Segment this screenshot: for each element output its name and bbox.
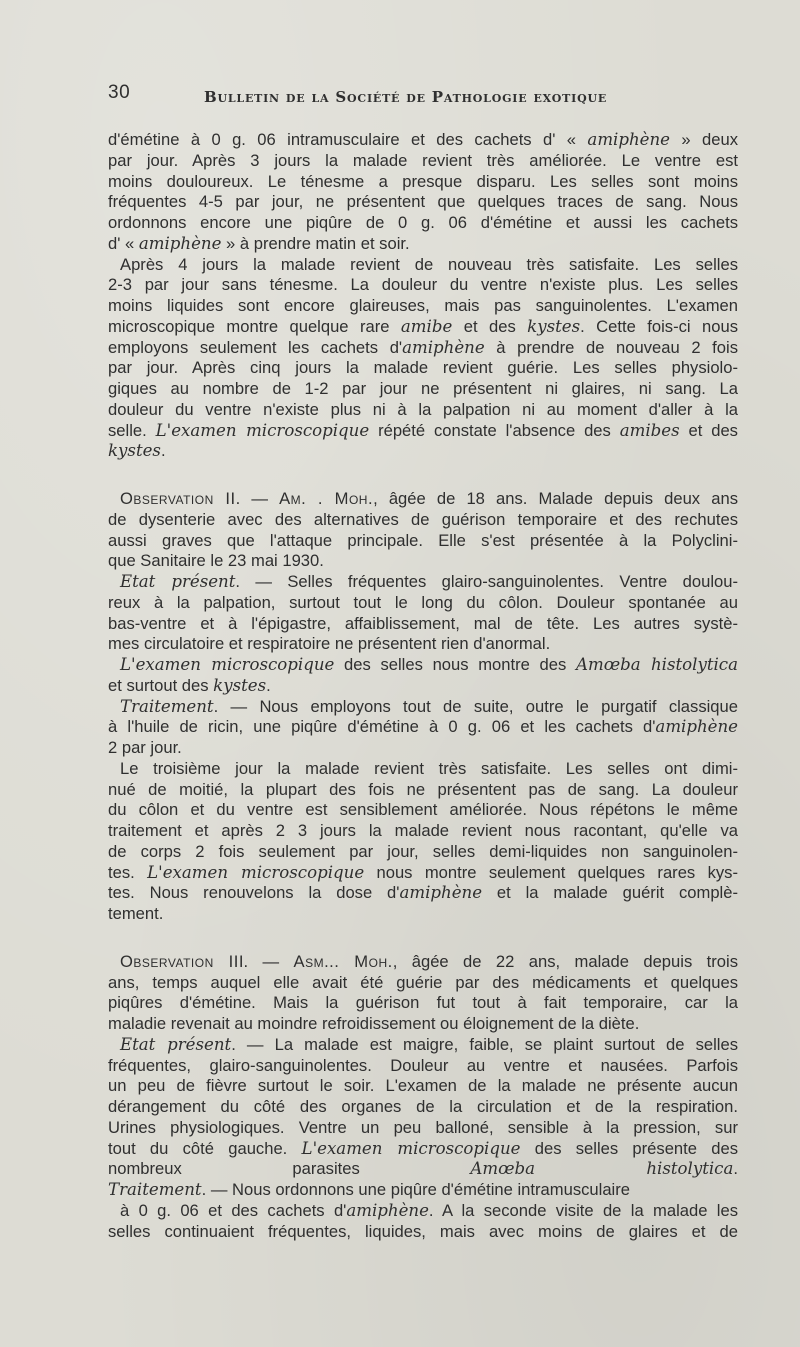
text-line: un peu de fièvre surtout le soir. L'examen de la malade ne présente aucun [108,1076,738,1096]
text-line: de corps 2 fois seulement par jour, selles demi-liquides non sanguinolen- [108,841,738,861]
text-line: selle. L'examen microscopique répété constate l'absence des amibes et des [108,420,738,440]
text-line: et surtout des kystes. [108,675,271,695]
text-line: par jour. Après cinq jours la malade revient guérie. Les selles physiolo- [108,358,738,378]
text-line: Le troisième jour la malade revient très satisfaite. Les selles ont dimi- [120,758,738,778]
text-line: que Sanitaire le 23 mai 1930. [108,551,324,571]
text-line: à l'huile de ricin, une piqûre d'émétine à 0 g. 06 et les cachets d'amiphène [108,717,738,737]
text-line: ans, temps auquel elle avait été guérie par des médicaments et quelques [108,972,738,992]
text-line: par jour. Après 3 jours la malade revient très améliorée. Le ventre est [108,150,738,170]
text-line: d'émétine à 0 g. 06 intramusculaire et des cachets d' « amiphène » deux [108,130,738,149]
running-title: Bulletin de la Société de Pathologie exotique [204,88,608,106]
text-line: d' « amiphène » à prendre matin et soir. [108,233,410,253]
text-line: giques au nombre de 1-2 par jour ne présentent ni glaires, ni sang. La [108,379,738,398]
text-line: aussi graves que l'attaque principale. Elle s'est présentée à la Polyclini- [108,530,738,550]
text-line: kystes. [108,441,166,461]
text-line: de dysenterie avec des alternatives de guérison temporaire et des rechutes [108,509,738,529]
text-line: Etat présent. — La malade est maigre, faible, se plaint surtout de selles [120,1034,738,1054]
section-gap [108,462,738,489]
text-line: 2 par jour. [108,738,182,757]
text-line: ordonnons encore une piqûre de 0 g. 06 d'émétine et aussi les cachets [108,213,738,232]
text-line: moins liquides sont encore glaireuses, mais pas sanguinolentes. L'examen [108,296,738,315]
text-line: Traitement. — Nous employons tout de suite, outre le purgatif classique [120,696,738,716]
text-line: Etat présent. — Selles fréquentes glairo-sanguinolentes. Ventre doulou- [120,572,738,591]
observation-heading-line: Observation III. — Asm... Moh., âgée de 22 ans, malade depuis trois [120,951,738,971]
text-line: tout du côté gauche. L'examen microscopique des selles présente des [108,1138,738,1158]
text-line: à 0 g. 06 et des cachets d'amiphène. A la seconde visite de la malade les [120,1200,738,1220]
text-line: Urines physiologiques. Ventre un peu balloné, sensible à la pression, sur [108,1117,738,1137]
text-line: du côlon et du ventre est sensiblement améliorée. Nous répétons le même [108,800,738,820]
text-line: dérangement du côté des organes de la circulation et de la respiration. [108,1097,738,1116]
text-line: 2-3 par jour sans ténesme. La douleur du ventre n'existe plus. Les selles [108,275,738,295]
text-line: nombreux parasites Amœba histolytica. [108,1159,738,1179]
text-line: tes. L'examen microscopique nous montre seulement quelques rares kys- [108,862,738,882]
text-line: nué de moitié, la plupart des fois ne présentent pas de sang. La douleur [108,779,738,799]
text-line: douleur du ventre n'existe plus ni à la palpation ni au moment d'aller à la [108,399,738,419]
observation-heading-line: Observation II. — Am. . Moh., âgée de 18 ans. Malade depuis deux ans [120,489,738,508]
text-line: Traitement. — Nous ordonnons une piqûre d'émétine intramusculaire [108,1180,631,1199]
text-line: tement. [108,904,164,923]
text-line: fréquentes 4-5 par jour, ne présentent que quelques traces de sang. Nous [108,192,738,212]
text-line: tes. Nous renouvelons la dose d'amiphène et la malade guérit complè- [108,883,738,903]
text-line: Après 4 jours la malade revient de nouveau très satisfaite. Les selles [120,254,738,274]
text-line: bas-ventre et à l'épigastre, affaiblissement, mal de tête. Les autres systè- [108,613,738,633]
text-line: fréquentes, glairo-sanguinolentes. Douleur au ventre et nausées. Parfois [108,1055,738,1075]
text-line: mes circulatoire et respiratoire ne présentent rien d'anormal. [108,634,551,654]
text-line: moins douloureux. Le ténesme a presque disparu. Les selles sont moins [108,171,738,191]
text-line: L'examen microscopique des selles nous montre des Amœba histolytica [120,655,738,674]
text-line: employons seulement les cachets d'amiphène à prendre de nouveau 2 fois [108,337,738,357]
text-line: microscopique montre quelque rare amibe et des kystes. Cette fois-ci nous [108,316,738,336]
text-line: piqûres d'émétine. Mais la guérison fut tout à fait temporaire, car la [108,993,738,1013]
text-line: maladie revenait au moindre refroidissement ou éloignement de la diète. [108,1014,640,1033]
text-line: reux à la palpation, surtout tout le long du côlon. Douleur spontanée au [108,592,738,612]
section-gap [108,925,738,952]
text-line [108,1242,738,1263]
page-header [108,82,728,112]
body-text [108,130,738,1263]
page-number: 30 [108,82,131,103]
text-line: traitement et après 2 3 jours la malade revient nous racontant, qu'elle va [108,821,738,840]
text-line: selles continuaient fréquentes, liquides, mais avec moins de glaires et de [108,1221,738,1241]
